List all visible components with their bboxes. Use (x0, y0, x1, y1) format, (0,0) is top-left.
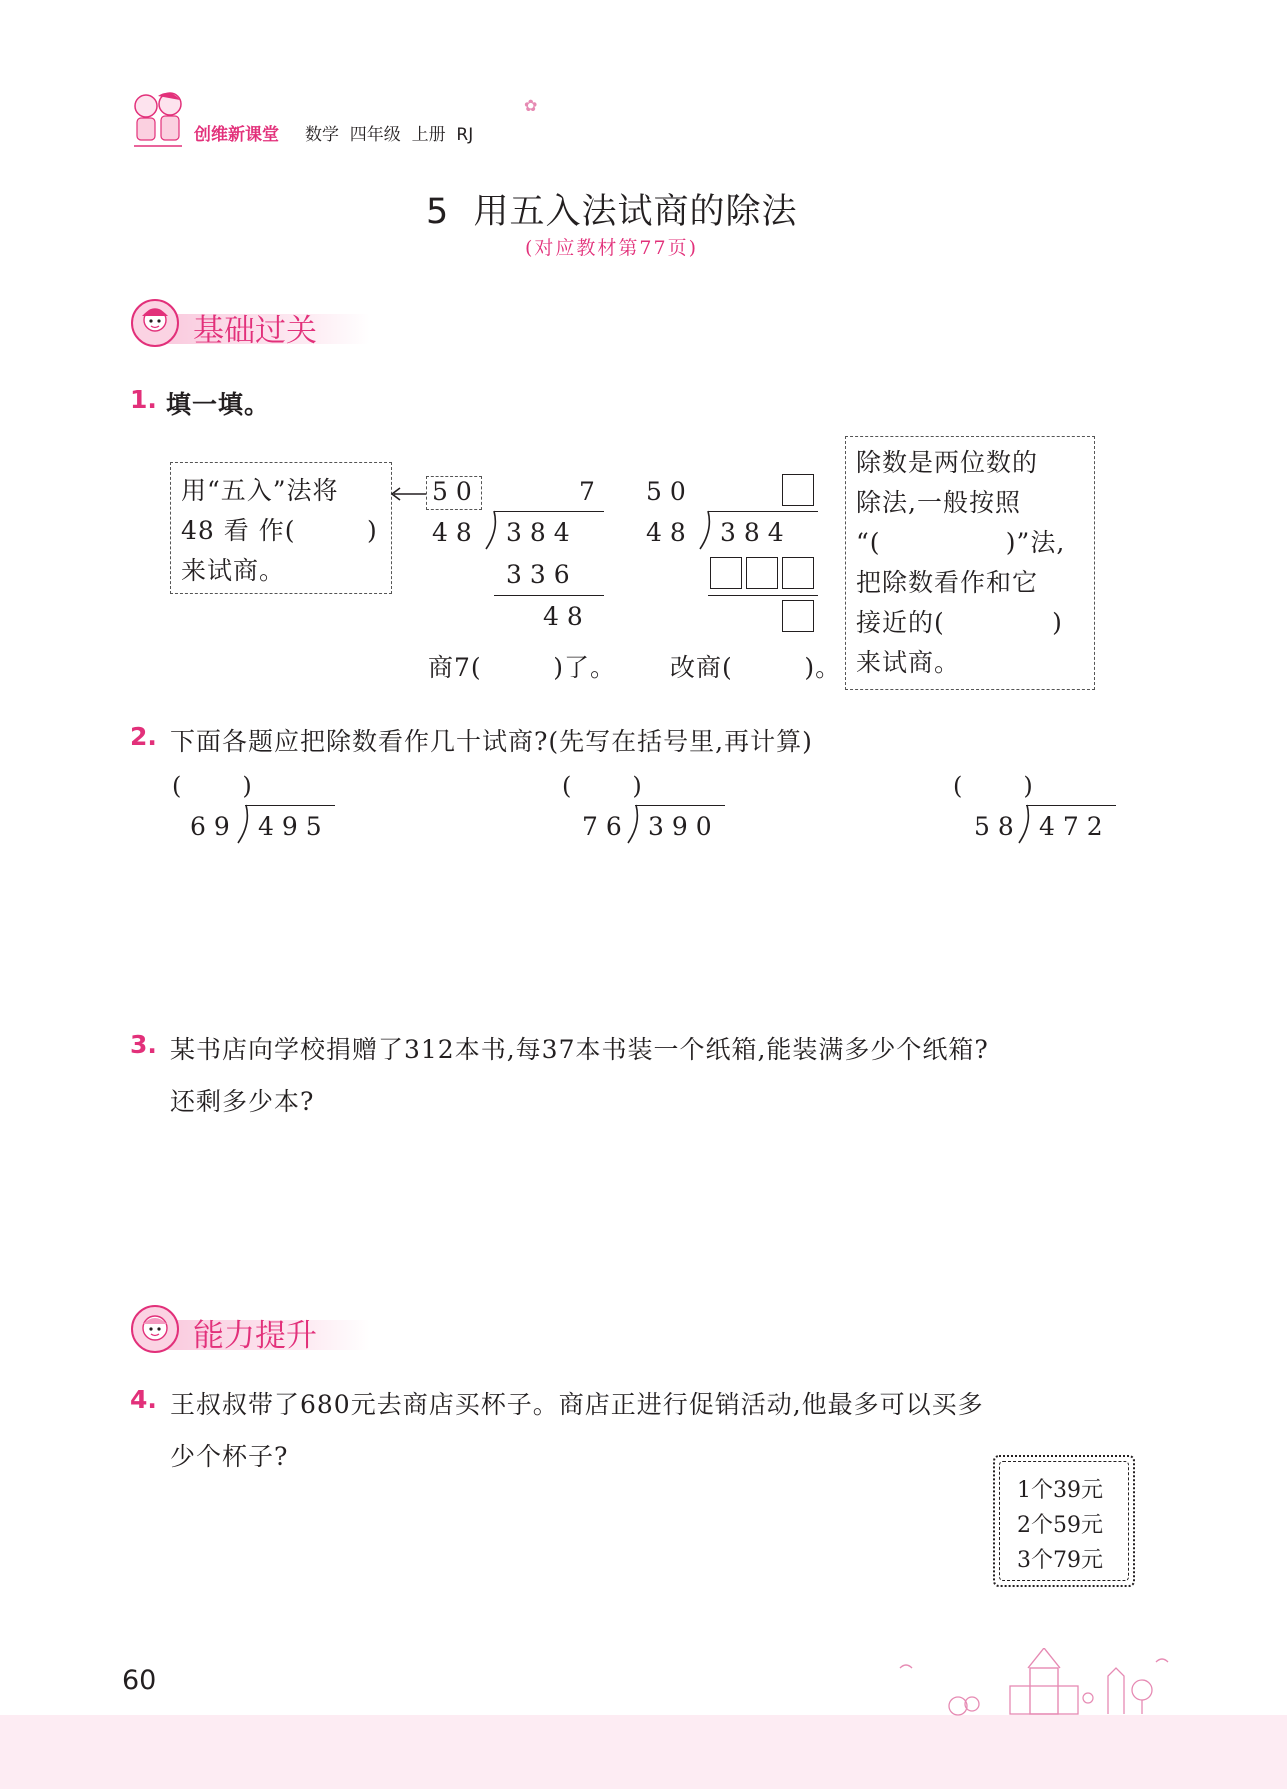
question-text-2: 下面各题应把除数看作几十试商?(先写在括号里,再计算) (170, 727, 813, 756)
division-bar (494, 511, 604, 512)
answer-box[interactable] (782, 600, 814, 632)
quotient-value: 7 (579, 477, 595, 506)
divisor-value: 4 8 (432, 518, 472, 547)
caption-div1: 商7( )了。 (428, 653, 616, 682)
castle-decoration-icon (880, 1648, 1170, 1718)
division-bracket (236, 804, 250, 844)
girl-section-icon (130, 298, 180, 348)
question-number-4: 4. (130, 1385, 157, 1414)
hint-box-right (845, 436, 1095, 690)
divisor-value: 6 9 (190, 812, 230, 841)
answer-box[interactable] (782, 474, 814, 506)
dividend-value: 4 7 2 (1039, 812, 1103, 841)
section-title-advanced: 能力提升 (193, 1318, 317, 1354)
hint-line: 用“五入”法将 (181, 476, 339, 505)
estimate-value-2: 5 0 (646, 477, 686, 506)
dividend-value: 3 8 4 (506, 518, 570, 547)
lesson-title: 5 用五入法试商的除法 (426, 192, 798, 232)
boy-section-icon (130, 1304, 180, 1354)
section-title-basic: 基础过关 (193, 313, 317, 349)
price-line: 3个79元 (1017, 1548, 1103, 1573)
answer-box[interactable] (782, 557, 814, 589)
arrow-left-icon (390, 486, 426, 502)
division-bar (1026, 805, 1116, 806)
brand-name: 创维新课堂 (194, 125, 279, 145)
division-bar (635, 805, 725, 806)
page-number: 60 (122, 1665, 157, 1696)
subtraction-line (494, 595, 604, 596)
hint-line: 除法,一般按照 (856, 488, 1021, 517)
division-bracket (484, 510, 498, 550)
butterfly-icon: ✿ (524, 96, 538, 115)
division-bar-2 (708, 511, 818, 512)
question-number-3: 3. (130, 1030, 157, 1059)
question-text-1: 填一填。 (166, 390, 271, 419)
price-line: 2个59元 (1017, 1513, 1103, 1538)
hint-box-left (170, 462, 392, 594)
footer-band (0, 1715, 1287, 1789)
hint-line: 48 看 作( ) (181, 516, 378, 545)
lesson-subtitle: (对应教材第77页) (525, 237, 699, 259)
answer-parentheses[interactable]: ( ) (953, 772, 1033, 800)
divisor-value: 5 8 (974, 812, 1014, 841)
divisor-value-2: 4 8 (646, 518, 686, 547)
remainder-value: 4 8 (543, 602, 583, 631)
hint-line: “( )”法, (856, 528, 1066, 557)
question-text-4: 王叔叔带了680元去商店买杯子。商店正进行促销活动,他最多可以买多 (170, 1390, 984, 1419)
question-text-4-line2: 少个杯子? (170, 1442, 289, 1471)
price-line: 1个39元 (1017, 1478, 1103, 1503)
product-value: 3 3 6 (506, 560, 570, 589)
hint-line: 接近的( ) (856, 608, 1063, 637)
hint-line: 来试商。 (856, 648, 961, 677)
header-logo-icon (128, 88, 188, 152)
hint-line: 把除数看作和它 (856, 568, 1039, 597)
division-bracket (1017, 804, 1031, 844)
answer-box[interactable] (710, 557, 742, 589)
question-text-3-line2: 还剩多少本? (170, 1087, 315, 1116)
caption-div2: 改商( )。 (670, 653, 842, 682)
hint-line: 来试商。 (181, 556, 286, 585)
answer-parentheses[interactable]: ( ) (172, 772, 252, 800)
estimate-value: 5 0 (432, 477, 472, 506)
question-number-1: 1. (130, 385, 157, 414)
divisor-value: 7 6 (582, 812, 622, 841)
answer-parentheses[interactable]: ( ) (562, 772, 642, 800)
subtraction-line-2 (708, 595, 818, 596)
price-card (993, 1455, 1135, 1587)
division-bracket (626, 804, 640, 844)
answer-box[interactable] (746, 557, 778, 589)
dividend-value-2: 3 8 4 (720, 518, 784, 547)
question-text-3: 某书店向学校捐赠了312本书,每37本书装一个纸箱,能装满多少个纸箱? (170, 1035, 989, 1064)
dividend-value: 4 9 5 (258, 812, 322, 841)
hint-line: 除数是两位数的 (856, 448, 1039, 477)
question-number-2: 2. (130, 722, 157, 751)
division-bar (245, 805, 335, 806)
book-info: 数学 四年级 上册 RJ (305, 125, 474, 145)
dividend-value: 3 9 0 (648, 812, 712, 841)
division-bracket-2 (698, 510, 712, 550)
